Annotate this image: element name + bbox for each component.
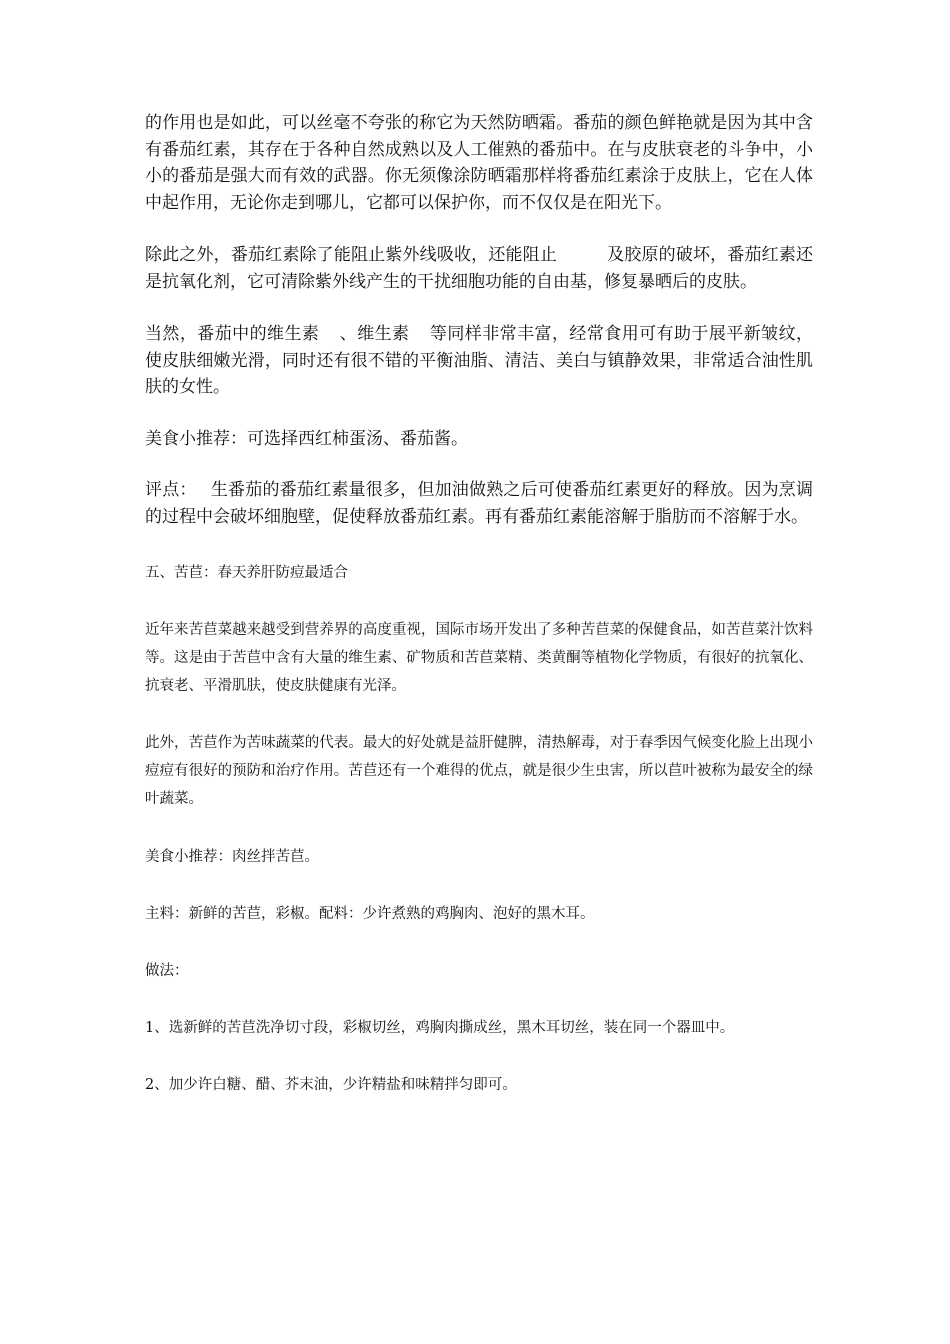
tomato-paragraph-3: [145, 321, 813, 401]
tomato-paragraph-3-part-a: 当然，番茄中的维生素: [145, 324, 320, 344]
bitter-greens-section: [145, 559, 813, 1099]
tomato-paragraph-2-part-b: 及胶原的破坏，番茄红素还是抗氧化剂，它可清除紫外线产生的干扰细胞功能的自由基，修复暴晒后的皮肤。: [145, 245, 813, 292]
tomato-paragraph-3-part-b: 、维生素: [339, 324, 410, 344]
bitter-paragraph-1: 近年来苦苣菜越来越受到营养界的高度重视，国际市场开发出了多种苦苣菜的保健食品，如苦苣菜汁饮料等。这是由于苦苣中含有大量的维生素、矿物质和苦苣菜精、类黄酮等植物化学物质，有很好的抗氧化、抗衰老、平滑肌肤，使皮肤健康有光泽。: [145, 622, 813, 694]
comment-text: 生番茄的番茄红素量很多，但加油做熟之后可使番茄红素更好的释放。因为烹调的过程中会破坏细胞壁，促使释放番茄红素。再有番茄红素能溶解于脂肪而不溶解于水。: [145, 480, 814, 527]
tomato-comment: [145, 477, 813, 530]
comment-label: 评点：: [145, 480, 197, 500]
document-page: [145, 110, 813, 1099]
tomato-recommendation: 美食小推荐：可选择西红柿蛋汤、番茄酱。: [145, 428, 468, 449]
bitter-recommendation: 美食小推荐：肉丝拌苦苣。: [145, 849, 319, 865]
method-step-2: 2、加少许白糖、醋、芥末油，少许精盐和味精拌匀即可。: [145, 1077, 517, 1093]
section-heading: 五、苦苣：春天养肝防痘最适合: [145, 565, 348, 581]
method-step-1: 1、选新鲜的苦苣洗净切寸段，彩椒切丝，鸡胸肉撕成丝，黑木耳切丝，装在同一个器皿中。: [145, 1020, 735, 1036]
method-label: 做法：: [145, 963, 189, 979]
bitter-paragraph-2: 此外，苦苣作为苦味蔬菜的代表。最大的好处就是益肝健脾，清热解毒，对于春季因气候变化脸上出现小痘痘有很好的预防和治疗作用。苦苣还有一个难得的优点，就是很少生虫害，所以苣叶被称为最安全的绿叶蔬菜。: [145, 735, 813, 807]
tomato-paragraph-2-part-a: 除此之外，番茄红素除了能阻止紫外线吸收，还能阻止: [145, 245, 557, 265]
tomato-paragraph-1: 的作用也是如此，可以丝毫不夸张的称它为天然防晒霜。番茄的颜色鲜艳就是因为其中含有番茄红素，其存在于各种自然成熟以及人工催熟的番茄中。在与皮肤衰老的斗争中，小小的番茄是强大而有效的武器。你无须像涂防晒霜那样将番茄红素涂于皮肤上，它在人体中起作用，无论你走到哪儿，它都可以保护你，而不仅仅是在阳光下。: [145, 113, 813, 213]
tomato-section: [145, 110, 813, 530]
tomato-paragraph-3-part-c: 等同样非常丰富，经常食用可有助于展平新皱纹，使皮肤细嫩光滑，同时还有很不错的平衡油脂、清洁、美白与镇静效果，非常适合油性肌肤的女性。: [145, 324, 814, 397]
tomato-paragraph-2: [145, 242, 813, 295]
ingredients: 主料：新鲜的苦苣，彩椒。配料：少许煮熟的鸡胸肉、泡好的黑木耳。: [145, 906, 595, 922]
